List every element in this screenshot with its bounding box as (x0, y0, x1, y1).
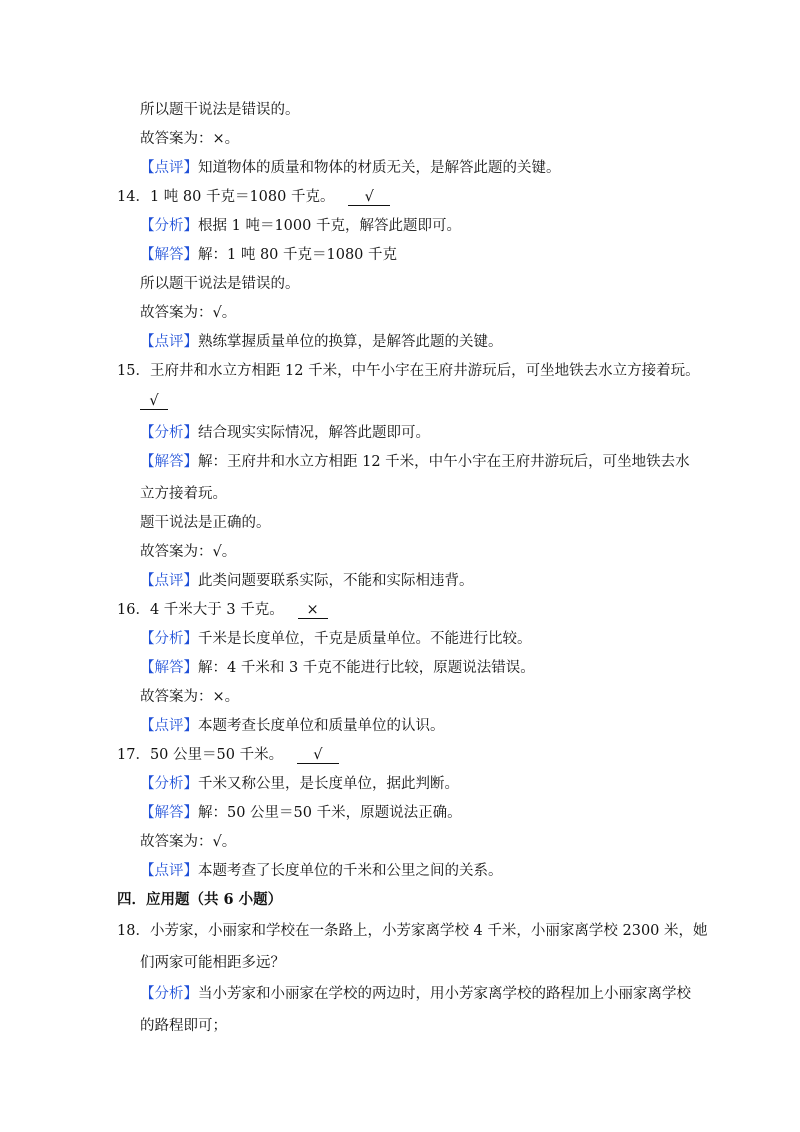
answer-blank: √ (297, 747, 339, 764)
analysis-tag: 【分析】 (140, 776, 198, 792)
solution-text: 解：1 吨 80 千克＝1080 千克 (198, 247, 398, 263)
comment-text: 知道物体的质量和物体的材质无关，是解答此题的关键。 (198, 160, 561, 176)
solution-tag: 【解答】 (140, 660, 198, 676)
solution-tag: 【解答】 (140, 805, 198, 821)
answer-blank: √ (348, 189, 390, 206)
text-line: 所以题干说法是错误的。 (140, 276, 300, 292)
solution-line (140, 453, 690, 471)
comment-line (140, 333, 503, 351)
question-15: 15．王府井和水立方相距 12 千米，中午小宇在王府井游玩后，可坐地铁去水立方接着玩。 (117, 363, 700, 379)
question-14 (117, 188, 390, 206)
comment-tag: 【点评】 (140, 160, 198, 176)
text-line: 所以题干说法是错误的。 (140, 102, 300, 118)
question-18: 18．小芳家，小丽家和学校在一条路上，小芳家离学校 4 千米，小丽家离学校 2300 米，她 (117, 923, 708, 939)
question-15-answer (140, 392, 168, 410)
analysis-tag: 【分析】 (140, 631, 198, 647)
answer-line: 故答案为：√。 (140, 544, 237, 560)
question-text: 16．4 千米大于 3 千克。 (117, 602, 284, 618)
comment-text: 熟练掌握质量单位的换算，是解答此题的关键。 (198, 334, 503, 350)
comment-line (140, 572, 474, 590)
comment-text: 本题考查长度单位和质量单位的认识。 (198, 718, 445, 734)
analysis-text: 千米又称公里，是长度单位，据此判断。 (198, 776, 459, 792)
analysis-text: 当小芳家和小丽家在学校的两边时，用小芳家离学校的路程加上小丽家离学校 (198, 986, 691, 1002)
solution-tag: 【解答】 (140, 454, 198, 470)
analysis-line (140, 424, 430, 442)
answer-line: 故答案为：×。 (140, 689, 240, 705)
analysis-cont-line: 的路程即可； (140, 1018, 227, 1034)
analysis-text: 结合现实实际情况，解答此题即可。 (198, 425, 430, 441)
answer-line: 故答案为：√。 (140, 305, 237, 321)
question-16 (117, 601, 328, 619)
question-17 (117, 746, 339, 764)
answer-line: 故答案为：×。 (140, 131, 240, 147)
analysis-tag: 【分析】 (140, 425, 198, 441)
solution-cont-line: 立方接着玩。 (140, 486, 227, 502)
analysis-text: 根据 1 吨＝1000 千克，解答此题即可。 (198, 218, 461, 234)
comment-tag: 【点评】 (140, 863, 198, 879)
answer-blank: √ (140, 393, 168, 410)
analysis-tag: 【分析】 (140, 218, 198, 234)
answer-line: 故答案为：√。 (140, 834, 237, 850)
comment-line (140, 862, 503, 880)
comment-text: 本题考查了长度单位的千米和公里之间的关系。 (198, 863, 503, 879)
solution-text: 解：50 公里＝50 千米，原题说法正确。 (198, 805, 462, 821)
text-line: 题干说法是正确的。 (140, 515, 271, 531)
solution-line (140, 246, 397, 264)
analysis-line (140, 985, 691, 1003)
question-text: 17．50 公里＝50 千米。 (117, 747, 284, 763)
analysis-line (140, 630, 532, 648)
comment-line (140, 159, 561, 177)
analysis-line (140, 775, 459, 793)
question-text: 14．1 吨 80 千克＝1080 千克。 (117, 189, 335, 205)
comment-tag: 【点评】 (140, 573, 198, 589)
analysis-line (140, 217, 461, 235)
solution-line (140, 659, 535, 677)
solution-text: 解：4 千米和 3 千克不能进行比较，原题说法错误。 (198, 660, 535, 676)
solution-text: 解：王府井和水立方相距 12 千米，中午小宇在王府井游玩后，可坐地铁去水 (198, 454, 690, 470)
comment-line (140, 717, 445, 735)
comment-tag: 【点评】 (140, 718, 198, 734)
comment-tag: 【点评】 (140, 334, 198, 350)
section-heading: 四．应用题（共 6 小题） (117, 891, 283, 908)
answer-blank: × (298, 602, 328, 619)
analysis-text: 千米是长度单位，千克是质量单位。不能进行比较。 (198, 631, 532, 647)
comment-text: 此类问题要联系实际，不能和实际相违背。 (198, 573, 474, 589)
question-18-cont: 们两家可能相距多远？ (140, 955, 285, 971)
analysis-tag: 【分析】 (140, 986, 198, 1002)
solution-line (140, 804, 462, 822)
solution-tag: 【解答】 (140, 247, 198, 263)
